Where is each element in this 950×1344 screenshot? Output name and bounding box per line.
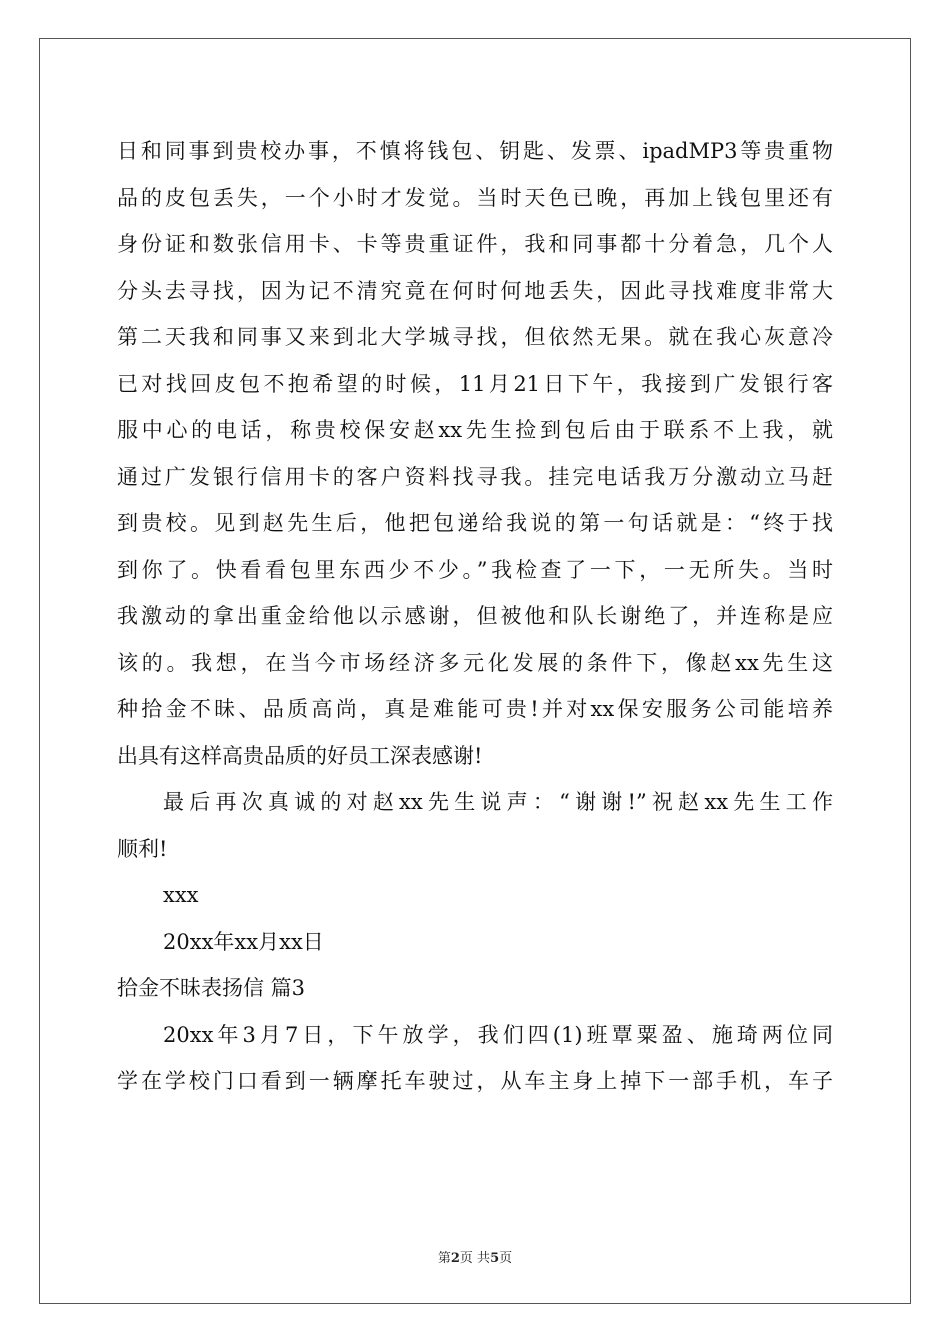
footer-current-page: 2 bbox=[450, 1251, 460, 1266]
body-line-13: 种拾金不昧、品质高尚，真是难能可贵!并对xx保安服务公司能培养 bbox=[117, 697, 833, 721]
body-line-3: 身份证和数张信用卡、卡等贵重证件，我和同事都十分着急，几个人 bbox=[117, 232, 833, 256]
footer-total-pages: 5 bbox=[490, 1251, 500, 1266]
footer-suffix: 页 bbox=[499, 1251, 513, 1266]
body-line-8: 通过广发银行信用卡的客户资料找寻我。挂完电话我万分激动立马赶 bbox=[117, 464, 833, 489]
signature: xxx bbox=[163, 883, 199, 907]
document-body bbox=[117, 128, 833, 1105]
body-line-9: 到贵校。见到赵先生后，他把包递给我说的第一句话就是：“终于找 bbox=[117, 511, 833, 535]
body-line-5: 第二天我和同事又来到北大学城寻找，但依然无果。就在我心灰意冷 bbox=[117, 325, 833, 349]
section3-line-1: 20xx年3月7日，下午放学，我们四(1)班覃粟盈、施琦两位同 bbox=[163, 1022, 833, 1047]
body-line-6: 已对找回皮包不抱希望的时候，11月21日下午，我接到广发银行客 bbox=[117, 371, 833, 396]
body-line-14: 出具有这样高贵品质的好员工深表感谢! bbox=[117, 743, 483, 768]
footer-prefix: 第 bbox=[437, 1251, 451, 1266]
body-line-10: 到你了。快看看包里东西少不少。”我检查了一下，一无所失。当时 bbox=[117, 557, 833, 582]
closing-line-2: 顺利! bbox=[117, 836, 168, 861]
letter-date: 20xx年xx月xx日 bbox=[163, 929, 324, 954]
body-line-2: 品的皮包丢失，一个小时才发觉。当时天色已晚，再加上钱包里还有 bbox=[117, 185, 833, 210]
section-heading: 拾金不昧表扬信 篇3 bbox=[117, 976, 306, 1000]
closing-line-1: 最后再次真诚的对赵xx先生说声：“谢谢!”祝赵xx先生工作 bbox=[163, 790, 833, 814]
body-line-7: 服中心的电话，称贵校保安赵xx先生捡到包后由于联系不上我，就 bbox=[117, 418, 833, 442]
body-line-12: 该的。我想，在当今市场经济多元化发展的条件下，像赵xx先生这 bbox=[117, 650, 833, 675]
section3-line-2: 学在学校门口看到一辆摩托车驶过，从车主身上掉下一部手机，车子 bbox=[117, 1069, 833, 1093]
footer-mid: 页 共 bbox=[459, 1251, 491, 1266]
body-line-1: 日和同事到贵校办事，不慎将钱包、钥匙、发票、ipadMP3等贵重物 bbox=[117, 139, 833, 163]
page-footer bbox=[0, 1247, 950, 1266]
body-line-4: 分头去寻找，因为记不清究竟在何时何地丢失，因此寻找难度非常大 bbox=[117, 278, 833, 303]
body-line-11: 我激动的拿出重金给他以示感谢，但被他和队长谢绝了，并连称是应 bbox=[117, 604, 833, 628]
